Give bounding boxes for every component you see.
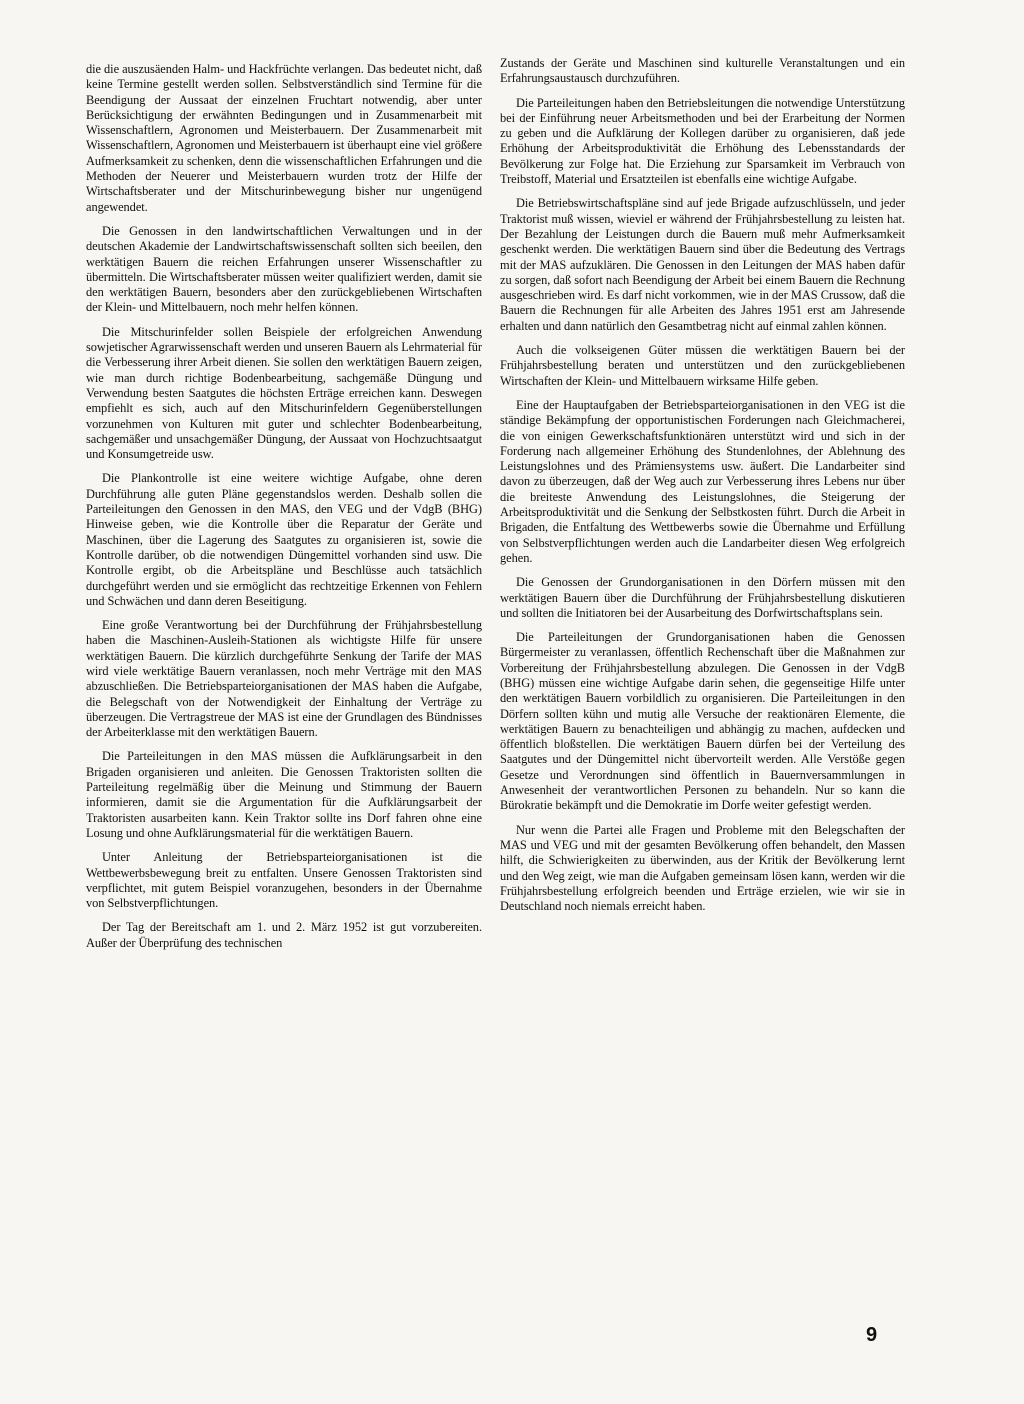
paragraph: Nur wenn die Partei alle Fragen und Probleme mit den Belegschaften der MAS und VEG und mit der gesamten Bevölkerung offen behandelt, den Massen hilft, die Schwierigkeiten zu überwinden, aus der Kritik der Bevölkerung lernt und den Weg zeigt, wie man die Aufgaben gemeinsam lösen kann, werden wir die Frühjahrsbestellung erfolgreich beenden und Erträge erzielen, wie wir sie in Deutschland noch niemals erreicht haben. <box>500 822 905 914</box>
paragraph: Die Parteileitungen haben den Betriebsleitungen die notwendige Unterstützung bei der Einführung neuer Arbeitsmethoden und bei der Erarbeitung der Normen zu geben und die Aufklärung der Kollegen darüber zu organisieren, daß jede Erhöhung der Arbeitsproduktivität die Erhöhung des Lebensstandards der Bevölkerung zur Folge hat. Die Erziehung zur Sparsamkeit im Verbrauch von Treibstoff, Material und Ersatzteilen ist ebenfalls eine wichtige Aufgabe. <box>500 95 905 187</box>
left-column <box>86 62 482 960</box>
paragraph: Die Parteileitungen der Grundorganisationen haben die Genossen Bürgermeister zu veranlassen, öffentlich Rechenschaft über die Maßnahmen zur Vorbereitung der Frühjahrsbestellung abzulegen. Die Genossen in der VdgB (BHG) müssen eine wichtige Aufgabe darin sehen, die gegenseitige Hilfe unter den werktätigen Bauern vorbildlich zu organisieren. Die Parteileitungen in den Dörfern sollten kühn und mutig alle Versuche der reaktionären Elemente, die werktätigen Bauern zu benachteiligen und abhängig zu machen, aufdecken und öffentlich bloßstellen. Die werktätigen Bauern dürfen bei der Verteilung des Saatgutes und der Düngemittel nicht übervorteilt werden. Alle Verstöße gegen Gesetze und Verordnungen sind öffentlich in Bauernversammlungen in Anwesenheit der verantwortlichen Personen zu behandeln. Nur so kann die Bürokratie bekämpft und die Demokratie im Dorfe weiter gefestigt werden. <box>500 630 905 813</box>
paragraph: Die Mitschurinfelder sollen Beispiele der erfolgreichen Anwendung sowjetischer Agrarwissenschaft werden und unseren Bauern als Lehrmaterial für die Verbesserung ihrer Arbeit dienen. Sie sollen den werktätigen Bauern zeigen, wie man durch richtige Bodenbearbeitung, sachgemäße Düngung und Verwendung besten Saatgutes die höchsten Erträge erreichen kann. Deswegen empfiehlt es sich, auch auf den Mitschurinfeldern Gegenüberstellungen vorzunehmen von Kulturen mit guter und schlechter Bodenbearbeitung, sachgemäßer und unsachgemäßer Düngung, der Aussaat von Hochzuchtsaatgut und Konsumgetreide usw. <box>86 324 482 462</box>
paragraph: Die Plankontrolle ist eine weitere wichtige Aufgabe, ohne deren Durchführung alle guten Pläne gegenstandslos werden. Deshalb sollen die Parteileitungen den Genossen in den MAS, den VEG und der VdgB (BHG) Hinweise geben, wie die Kontrolle über die Reparatur der Geräte und Maschinen, über die Lagerung des Saatgutes zu organisieren ist, sowie die Kontrolle darüber, ob die notwendigen Düngemittel vorhanden sind usw. Die Kontrolle ergibt, ob die Arbeitspläne und Beschlüsse auch tatsächlich durchgeführt werden und sie ermöglicht das rechtzeitige Erkennen von Fehlern und Schwächen und dann deren Beseitigung. <box>86 471 482 608</box>
paragraph: Auch die volkseigenen Güter müssen die werktätigen Bauern bei der Frühjahrsbestellung beraten und unterstützen und den zurückgebliebenen Wirtschaften der Klein- und Mittelbauern wirksame Hilfe geben. <box>500 343 905 388</box>
paragraph: Eine große Verantwortung bei der Durchführung der Frühjahrsbestellung haben die Maschinen-Ausleih-Stationen als wichtigste Hilfe für unsere werktätigen Bauern. Die kürzlich durchgeführte Senkung der Tarife der MAS wird viele werktätige Bauern veranlassen, noch mehr Verträge mit den MAS abzuschließen. Die Betriebsparteiorganisationen der MAS haben die Aufgabe, die Belegschaft von der Notwendigkeit der Einhaltung der Verträge zu überzeugen. Die Vertragstreue der MAS ist eine der Grundlagen des Bündnisses der Arbeiterklasse mit den werktätigen Bauern. <box>86 618 482 740</box>
right-column <box>500 56 905 923</box>
paragraph: Die Genossen der Grundorganisationen in den Dörfern müssen mit den werktätigen Bauern über die Durchführung der Frühjahrsbestellung diskutieren und sollten die Initiatoren bei der Ausarbeitung des Dorfwirtschaftsplans sein. <box>500 575 905 620</box>
paragraph: Der Tag der Bereitschaft am 1. und 2. März 1952 ist gut vorzubereiten. Außer der Überprüfung des technischen <box>86 920 482 950</box>
paragraph: Unter Anleitung der Betriebsparteiorganisationen ist die Wettbewerbsbewegung breit zu entfalten. Unsere Genossen Traktoristen sind verpflichtet, mit gutem Beispiel voranzugehen, besonders in der Übernahme von Selbstverpflichtungen. <box>86 850 482 911</box>
paragraph: Eine der Hauptaufgaben der Betriebsparteiorganisationen in den VEG ist die ständige Bekämpfung der opportunistischen Forderungen nach Gleichmacherei, die von einigen Gewerkschaftsfunktionären unterstützt wird und sich in der Forderung nach allgemeiner Erhöhung des Stundenlohnes, der Ablehnung des Leistungslohnes und des Prämiensystems usw. äußert. Die Landarbeiter sind davon zu überzeugen, daß der Weg auch zur Verbesserung ihres Lebens nur über die breiteste Anwendung des Leistungslohnes, die Steigerung der Arbeitsproduktivität und die Senkung der Selbstkosten führt. Durch die Arbeit in Brigaden, die Entfaltung des Wettbewerbs sowie die Übernahme und Erfüllung von Selbstverpflichtungen werden auch die Landarbeiter diesen Weg erfolgreich gehen. <box>500 397 905 565</box>
paragraph: Die Genossen in den landwirtschaftlichen Verwaltungen und in der deutschen Akademie der Landwirtschaftswissenschaft sollten sich beeilen, den werktätigen Bauern die reichen Erfahrungen unserer Wissenschaftler zu übermitteln. Die Wirtschaftsberater müssen weiter qualifiziert werden, damit sie den werktätigen Bauern, besonders aber den zurückgebliebenen Wirtschaften der Klein- und Mittelbauern, noch mehr helfen können. <box>86 223 482 315</box>
paragraph: die die auszusäenden Halm- und Hackfrüchte verlangen. Das bedeutet nicht, daß keine Termine gestellt werden sollen. Selbstverständlich sind Termine für die Beendigung der Aussaat der einzelnen Fruchtart notwendig, aber unter Berücksichtigung der erwähnten Bedingungen und in Zusammenarbeit mit Wissenschaftlern, Agronomen und Meisterbauern. Der Zusammenarbeit mit Wissenschaftlern, Agronomen und Meisterbauern ist überhaupt eine viel größere Aufmerksamkeit zu schenken, denn die wissenschaftlichen Erfahrungen und die Methoden der Neuerer und Meisterbauern wurden trotz der Hilfe der Wirtschaftsberater und der Mitschurinbewegung bisher nur ungenügend angewendet. <box>86 62 482 214</box>
paragraph: Die Parteileitungen in den MAS müssen die Aufklärungsarbeit in den Brigaden organisieren und anleiten. Die Genossen Traktoristen sollten die Parteileitung regelmäßig über die Meinung und Stimmung der Bauern informieren, damit sie die Argumentation für die Aufklärungsarbeit der Traktoristen ausarbeiten kann. Kein Traktor sollte ins Dorf fahren ohne eine Losung und ohne Aufklärungsmaterial für die werktätigen Bauern. <box>86 749 482 840</box>
paragraph: Die Betriebswirtschaftspläne sind auf jede Brigade aufzuschlüsseln, und jeder Traktorist muß wissen, wieviel er während der Frühjahrsbestellung zu leisten hat. Der Bezahlung der Leistungen durch die Bauern muß mehr Aufmerksamkeit geschenkt werden. Die werktätigen Bauern sind über die Bedeutung des Vertrags mit der MAS aufzuklären. Die Genossen in den Leitungen der MAS haben dafür zu sorgen, daß sofort nach Beendigung der Arbeit bei einem Bauern die Rechnung ausgeschrieben wird. Es darf nicht vorkommen, wie in der MAS Crussow, daß die Bauern die Rechnungen für alle Arbeiten des Jahres 1951 erst am Jahresende erhalten und dann natürlich den Gesamtbetrag nicht auf einmal zahlen können. <box>500 196 905 333</box>
page-number: 9 <box>866 1324 878 1346</box>
paragraph: Zustands der Geräte und Maschinen sind kulturelle Veranstaltungen und ein Erfahrungsaustausch durchzuführen. <box>500 56 905 86</box>
